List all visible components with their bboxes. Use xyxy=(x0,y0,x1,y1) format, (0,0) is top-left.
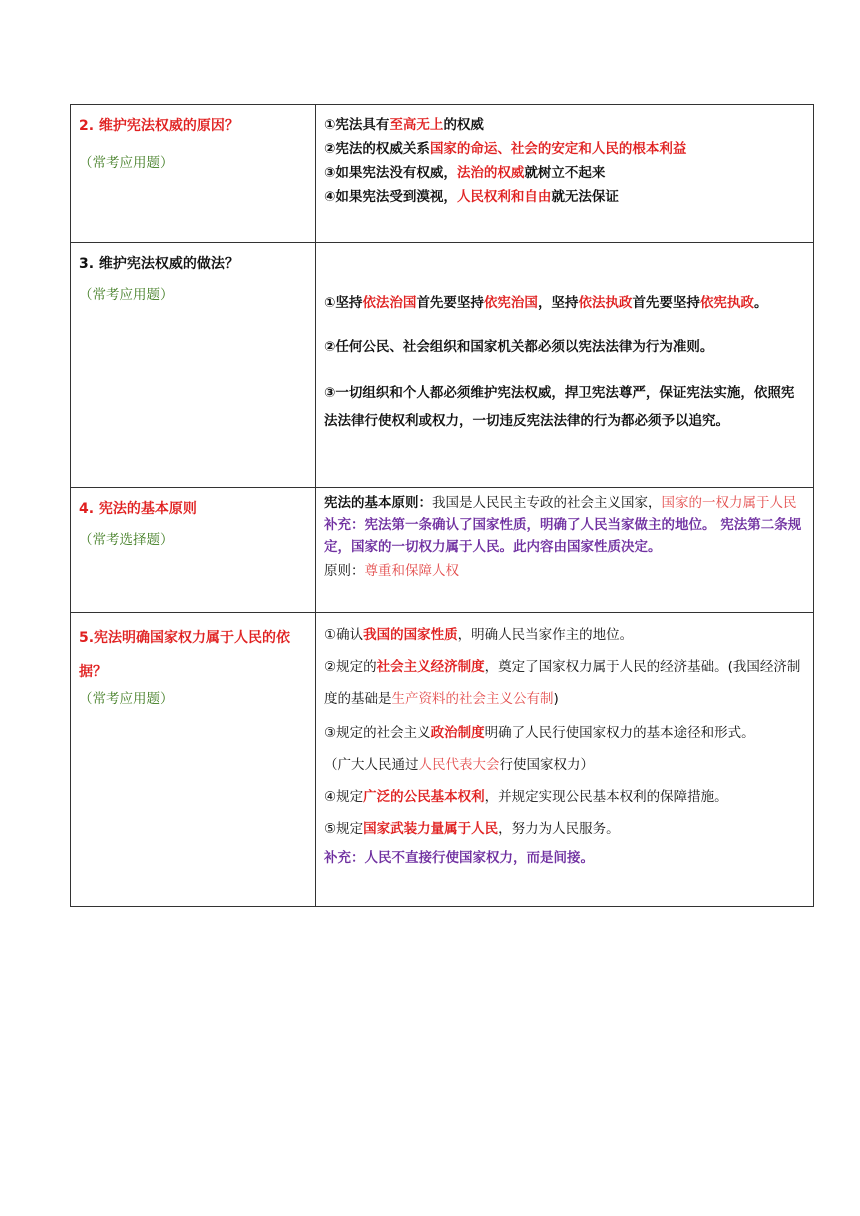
question-cell xyxy=(71,613,316,907)
answer-line: ③规定的社会主义政治制度明确了人民行使国家权力的基本途径和形式。 xyxy=(324,725,755,741)
answer-line: ⑤规定国家武装力量属于人民，努力为人民服务。 xyxy=(324,821,620,837)
table-row xyxy=(71,613,814,907)
table-row xyxy=(71,488,814,613)
question-title: 3. 维护宪法权威的做法？ xyxy=(79,256,239,272)
question-cell xyxy=(71,488,316,613)
answer-line: ①确认我国的国家性质，明确人民当家作主的地位。 xyxy=(324,627,634,643)
answer-line: ③一切组织和个人都必须维护宪法权威，捍卫宪法尊严，保证宪法实施，依照宪法法律行使权利或权力，一切违反宪法法律的行为都必须予以追究。 xyxy=(324,385,795,429)
question-cell xyxy=(71,105,316,243)
question-tag: （常考应用题） xyxy=(79,155,174,171)
table-row xyxy=(71,105,814,243)
question-title: 5.宪法明确国家权力属于人民的依据？ xyxy=(79,630,291,680)
answer-cell xyxy=(316,105,814,243)
answer-line: （广大人民通过人民代表大会行使国家权力） xyxy=(324,757,594,773)
supplement-text: 补充：人民不直接行使国家权力，而是间接。 xyxy=(324,850,594,866)
answer-cell xyxy=(316,613,814,907)
answer-cell xyxy=(316,488,814,613)
answer-line: ①宪法具有至高无上的权威 xyxy=(324,117,484,133)
principle-text: 宪法的基本原则：我国是人民民主专政的社会主义国家，国家的一权力属于人民 xyxy=(324,495,797,511)
table-row xyxy=(71,243,814,488)
answer-line: ②宪法的权威关系国家的命运、社会的安定和人民的根本利益 xyxy=(324,141,687,157)
question-tag: （常考选择题） xyxy=(79,532,174,548)
answer-line: ①坚持依法治国首先要坚持依宪治国，坚持依法执政首先要坚持依宪执政。 xyxy=(324,295,768,311)
supplement-text: 补充：宪法第一条确认了国家性质，明确了人民当家做主的地位。 宪法第二条规定，国家的一切权力属于人民。此内容由国家性质决定。 xyxy=(324,517,802,555)
answer-line: ②任何公民、社会组织和国家机关都必须以宪法法律为行为准则。 xyxy=(324,339,714,355)
principle-line: 原则：尊重和保障人权 xyxy=(324,563,459,579)
answer-line: ④规定广泛的公民基本权利，并规定实现公民基本权利的保障措施。 xyxy=(324,789,728,805)
question-cell xyxy=(71,243,316,488)
qa-table xyxy=(70,104,814,907)
question-tag: （常考应用题） xyxy=(79,287,174,303)
answer-line: ④如果宪法受到漠视，人民权利和自由就无法保证 xyxy=(324,189,619,205)
question-title: 2. 维护宪法权威的原因？ xyxy=(79,118,239,134)
answer-line: ③如果宪法没有权威，法治的权威就树立不起来 xyxy=(324,165,606,181)
answer-line: ②规定的社会主义经济制度，奠定了国家权力属于人民的经济基础。(我国经济制度的基础是生产资料的社会主义公有制) xyxy=(324,659,801,707)
answer-cell xyxy=(316,243,814,488)
question-tag: （常考应用题） xyxy=(79,691,174,707)
question-title: 4. 宪法的基本原则 xyxy=(79,501,197,517)
